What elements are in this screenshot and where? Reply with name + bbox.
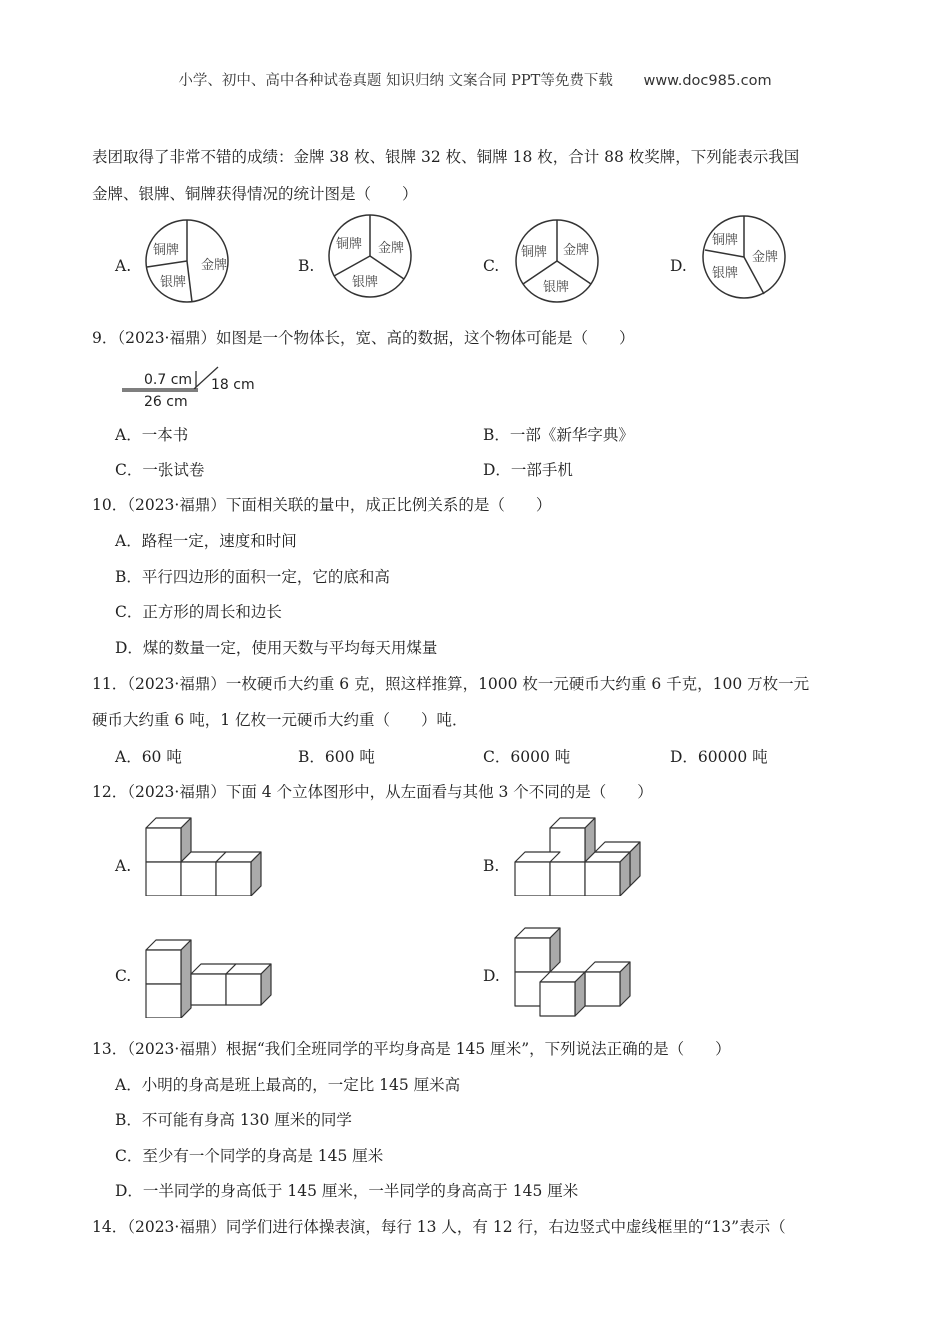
pie-b-gold: 金牌 xyxy=(378,241,405,256)
pie-b-silver: 银牌 xyxy=(352,275,379,290)
q9-fig-width: 18 cm xyxy=(211,377,255,393)
q13-option-b[interactable]: B．不可能有身高 130 厘米的同学 xyxy=(115,1111,352,1129)
q10-option-d[interactable]: D．煤的数量一定，使用天数与平均每天用煤量 xyxy=(115,639,438,657)
q12-cubes-a xyxy=(143,814,268,896)
q13-text: 13．（2023·福鼎）根据“我们全班同学的平均身高是 145 厘米”，下列说法正确的是（ ） xyxy=(92,1040,731,1058)
q11-option-b[interactable]: B．600 吨 xyxy=(298,748,375,766)
q8-line1: 表团取得了非常不错的成绩：金牌 38 枚、银牌 32 枚、铜牌 18 枚，合计 88 枚奖牌，下列能表示我国 xyxy=(92,148,800,166)
q13-option-d[interactable]: D．一半同学的身高低于 145 厘米，一半同学的身高高于 145 厘米 xyxy=(115,1182,579,1200)
q8-option-d-letter[interactable]: D. xyxy=(670,257,687,275)
q12-cubes-c xyxy=(143,938,278,1018)
page-header xyxy=(0,69,950,90)
pie-c-silver: 银牌 xyxy=(543,280,570,295)
pie-a-gold: 金牌 xyxy=(201,258,228,273)
q8-pie-b xyxy=(326,212,414,300)
q10-option-a[interactable]: A．路程一定，速度和时间 xyxy=(115,532,297,550)
q13-option-c[interactable]: C．至少有一个同学的身高是 145 厘米 xyxy=(115,1147,384,1165)
q9-dimension-figure xyxy=(118,364,268,412)
q9-option-b[interactable]: B．一部《新华字典》 xyxy=(483,426,634,444)
q12-cubes-d xyxy=(512,926,637,1018)
q11-option-c[interactable]: C．6000 吨 xyxy=(483,748,571,766)
pie-b-bronze: 铜牌 xyxy=(336,237,363,252)
q9-text: 9．（2023·福鼎）如图是一个物体长，宽、高的数据，这个物体可能是（ ） xyxy=(92,329,635,347)
q11-line2: 硬币大约重 6 吨，1 亿枚一元硬币大约重（ ）吨． xyxy=(92,711,468,729)
q10-option-c[interactable]: C．正方形的周长和边长 xyxy=(115,603,282,621)
q12-cubes-b xyxy=(512,814,647,896)
pie-d-bronze: 铜牌 xyxy=(712,233,739,248)
q9-fig-thickness: 0.7 cm xyxy=(144,372,193,388)
q11-option-a[interactable]: A．60 吨 xyxy=(115,748,182,766)
q12-option-d-letter[interactable]: D. xyxy=(483,967,500,985)
pie-d-gold: 金牌 xyxy=(752,250,779,265)
q9-option-c[interactable]: C．一张试卷 xyxy=(115,461,205,479)
pie-d-silver: 银牌 xyxy=(712,266,739,281)
pie-c-bronze: 铜牌 xyxy=(521,245,548,260)
q13-option-a[interactable]: A．小明的身高是班上最高的，一定比 145 厘米高 xyxy=(115,1076,461,1094)
pie-c-gold: 金牌 xyxy=(563,243,590,258)
q12-option-b-letter[interactable]: B. xyxy=(483,857,500,875)
q8-pie-c xyxy=(513,217,601,305)
pie-a-bronze: 铜牌 xyxy=(153,243,180,258)
q11-line1: 11．（2023·福鼎）一枚硬币大约重 6 克，照这样推算，1000 枚一元硬币大约重 6 千克，100 万枚一元 xyxy=(92,675,810,693)
q8-line2: 金牌、银牌、铜牌获得情况的统计图是（ ） xyxy=(92,185,418,203)
q8-option-a-letter[interactable]: A. xyxy=(115,257,132,275)
q8-option-c-letter[interactable]: C. xyxy=(483,257,500,275)
q11-option-d[interactable]: D．60000 吨 xyxy=(670,748,768,766)
q8-option-b-letter[interactable]: B. xyxy=(298,257,315,275)
q12-option-a-letter[interactable]: A. xyxy=(115,857,132,875)
q10-option-b[interactable]: B．平行四边形的面积一定，它的底和高 xyxy=(115,568,390,586)
q9-fig-length: 26 cm xyxy=(144,394,188,410)
q10-text: 10．（2023·福鼎）下面相关联的量中，成正比例关系的是（ ） xyxy=(92,496,552,514)
q14-text: 14．（2023·福鼎）同学们进行体操表演，每行 13 人，有 12 行，右边竖式中虚线框里的“13”表示（ xyxy=(92,1218,786,1236)
q12-option-c-letter[interactable]: C. xyxy=(115,967,132,985)
q12-text: 12．（2023·福鼎）下面 4 个立体图形中，从左面看与其他 3 个不同的是（ ） xyxy=(92,783,653,801)
header-text: 小学、初中、高中各种试卷真题 知识归纳 文案合同 PPT等免费下载 xyxy=(178,73,613,89)
q9-option-d[interactable]: D．一部手机 xyxy=(483,461,573,479)
header-site: www.doc985.com xyxy=(643,73,772,89)
pie-a-silver: 银牌 xyxy=(160,275,187,290)
q8-pie-a xyxy=(143,217,231,305)
q8-pie-d xyxy=(700,213,788,301)
q9-option-a[interactable]: A．一本书 xyxy=(115,426,189,444)
